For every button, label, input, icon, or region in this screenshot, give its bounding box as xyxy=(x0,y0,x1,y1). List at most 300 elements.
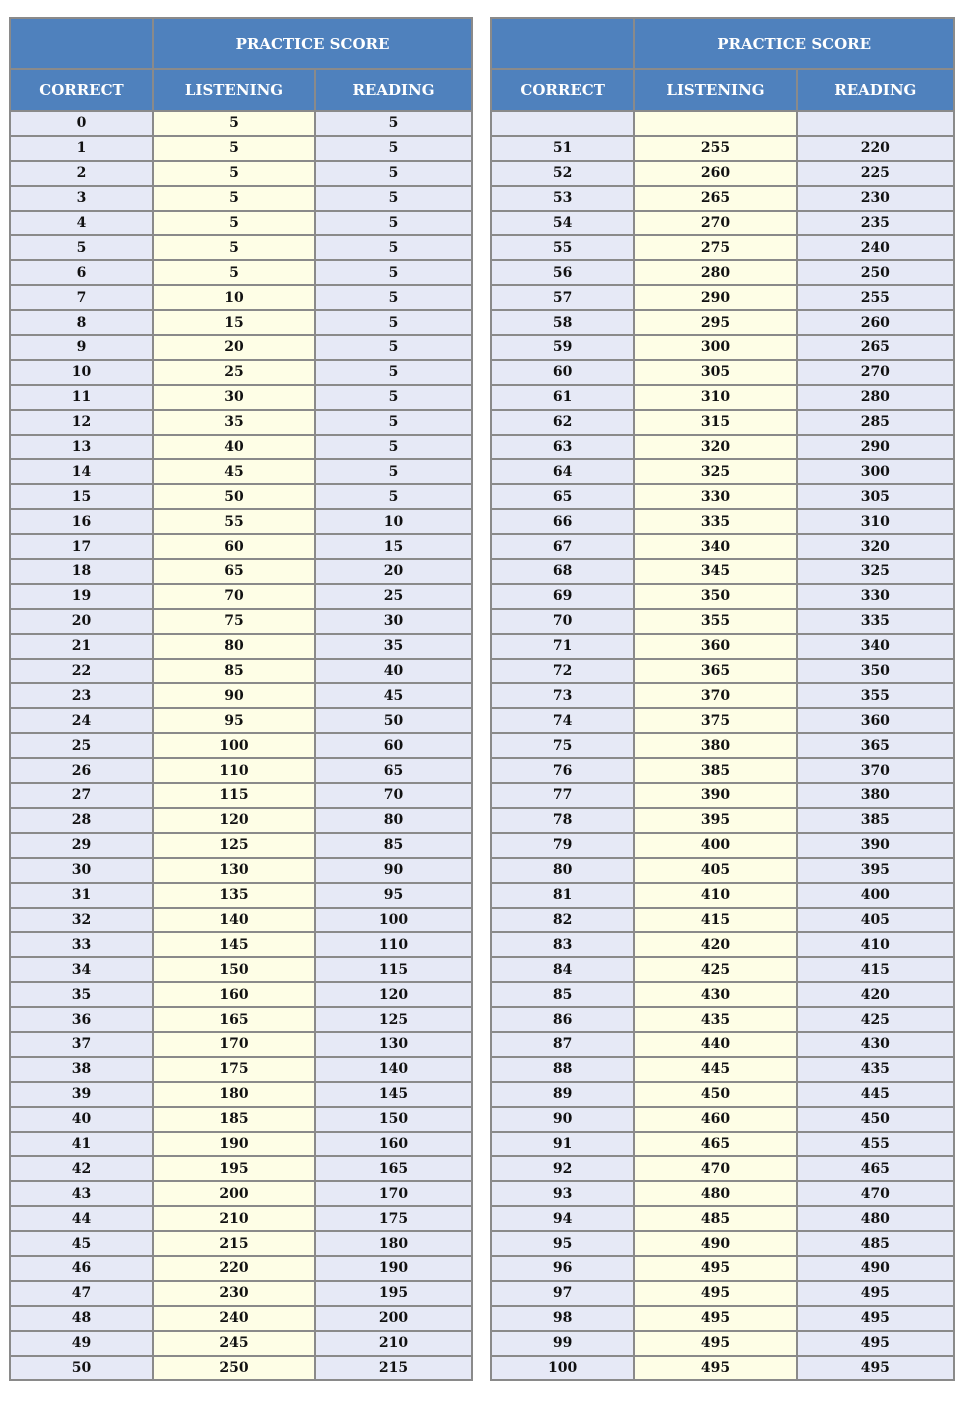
table-row xyxy=(11,1133,471,1156)
table-row xyxy=(492,809,953,832)
listening-cell: 395 xyxy=(635,809,795,832)
correct-cell: 55 xyxy=(492,236,633,259)
listening-cell: 45 xyxy=(154,460,314,483)
reading-cell: 5 xyxy=(316,162,471,185)
reading-cell: 5 xyxy=(316,236,471,259)
table-row xyxy=(492,1282,953,1305)
reading-cell: 430 xyxy=(798,1033,953,1056)
reading-cell: 125 xyxy=(316,1008,471,1031)
table-row xyxy=(492,236,953,259)
listening-cell: 5 xyxy=(154,112,314,135)
reading-cell: 180 xyxy=(316,1232,471,1255)
correct-cell: 27 xyxy=(11,784,152,807)
reading-cell: 445 xyxy=(798,1083,953,1106)
table-row xyxy=(492,759,953,782)
reading-cell: 485 xyxy=(798,1232,953,1255)
table-row xyxy=(11,112,471,135)
correct-cell: 31 xyxy=(11,884,152,907)
table-row xyxy=(11,1058,471,1081)
reading-cell: 365 xyxy=(798,734,953,757)
listening-cell: 390 xyxy=(635,784,795,807)
listening-cell: 60 xyxy=(154,535,314,558)
listening-header: LISTENING xyxy=(154,70,314,110)
reading-header: READING xyxy=(316,70,471,110)
correct-cell: 14 xyxy=(11,460,152,483)
score-table-right xyxy=(490,17,955,1381)
listening-cell: 55 xyxy=(154,510,314,533)
listening-cell: 180 xyxy=(154,1083,314,1106)
table-row xyxy=(11,261,471,284)
reading-cell: 5 xyxy=(316,212,471,235)
listening-cell: 380 xyxy=(635,734,795,757)
table-row xyxy=(492,336,953,359)
correct-cell: 58 xyxy=(492,311,633,334)
correct-cell: 88 xyxy=(492,1058,633,1081)
correct-cell: 75 xyxy=(492,734,633,757)
correct-cell: 12 xyxy=(11,411,152,434)
listening-cell: 130 xyxy=(154,859,314,882)
listening-cell: 300 xyxy=(635,336,795,359)
reading-cell: 45 xyxy=(316,684,471,707)
table-row xyxy=(11,909,471,932)
reading-cell: 240 xyxy=(798,236,953,259)
listening-cell: 470 xyxy=(635,1157,795,1180)
reading-cell: 380 xyxy=(798,784,953,807)
reading-cell: 150 xyxy=(316,1108,471,1131)
reading-cell: 310 xyxy=(798,510,953,533)
reading-cell: 110 xyxy=(316,933,471,956)
correct-cell: 41 xyxy=(11,1133,152,1156)
correct-cell: 26 xyxy=(11,759,152,782)
reading-cell: 420 xyxy=(798,983,953,1006)
correct-cell: 74 xyxy=(492,709,633,732)
table-row xyxy=(492,1332,953,1355)
correct-cell: 54 xyxy=(492,212,633,235)
correct-cell: 22 xyxy=(11,660,152,683)
correct-cell: 46 xyxy=(11,1257,152,1280)
listening-cell: 495 xyxy=(635,1357,795,1380)
listening-cell: 295 xyxy=(635,311,795,334)
reading-cell: 145 xyxy=(316,1083,471,1106)
correct-cell: 5 xyxy=(11,236,152,259)
table-row xyxy=(11,187,471,210)
table-row xyxy=(11,212,471,235)
reading-cell: 320 xyxy=(798,535,953,558)
reading-cell: 425 xyxy=(798,1008,953,1031)
listening-cell: 20 xyxy=(154,336,314,359)
correct-cell: 20 xyxy=(11,610,152,633)
listening-cell: 140 xyxy=(154,909,314,932)
table-row xyxy=(11,162,471,185)
reading-cell: 5 xyxy=(316,137,471,160)
reading-cell: 30 xyxy=(316,610,471,633)
listening-cell: 345 xyxy=(635,560,795,583)
listening-cell: 210 xyxy=(154,1207,314,1230)
reading-cell: 250 xyxy=(798,261,953,284)
table-row xyxy=(492,784,953,807)
table-row xyxy=(492,212,953,235)
table-row xyxy=(492,485,953,508)
reading-cell: 5 xyxy=(316,436,471,459)
correct-cell: 72 xyxy=(492,660,633,683)
correct-cell: 89 xyxy=(492,1083,633,1106)
correct-cell: 57 xyxy=(492,286,633,309)
correct-cell: 3 xyxy=(11,187,152,210)
listening-cell: 160 xyxy=(154,983,314,1006)
correct-cell: 77 xyxy=(492,784,633,807)
table-row xyxy=(11,1083,471,1106)
correct-cell: 53 xyxy=(492,187,633,210)
correct-cell: 38 xyxy=(11,1058,152,1081)
table-row xyxy=(11,1357,471,1380)
table-row xyxy=(11,1157,471,1180)
table-row xyxy=(11,859,471,882)
correct-cell: 64 xyxy=(492,460,633,483)
reading-cell: 355 xyxy=(798,684,953,707)
listening-cell: 480 xyxy=(635,1182,795,1205)
reading-header: READING xyxy=(798,70,953,110)
listening-cell: 175 xyxy=(154,1058,314,1081)
correct-cell: 67 xyxy=(492,535,633,558)
listening-cell: 135 xyxy=(154,884,314,907)
correct-cell: 0 xyxy=(11,112,152,135)
table-row xyxy=(11,709,471,732)
correct-cell: 7 xyxy=(11,286,152,309)
listening-cell xyxy=(635,112,795,135)
reading-cell: 5 xyxy=(316,361,471,384)
correct-cell: 29 xyxy=(11,834,152,857)
reading-cell: 415 xyxy=(798,958,953,981)
table-row xyxy=(492,1357,953,1380)
reading-cell: 480 xyxy=(798,1207,953,1230)
listening-cell: 260 xyxy=(635,162,795,185)
listening-cell: 400 xyxy=(635,834,795,857)
reading-cell: 100 xyxy=(316,909,471,932)
reading-cell: 410 xyxy=(798,933,953,956)
correct-cell: 11 xyxy=(11,386,152,409)
header-blank-cell xyxy=(11,19,152,68)
reading-cell: 280 xyxy=(798,386,953,409)
table-row xyxy=(11,137,471,160)
listening-cell: 350 xyxy=(635,585,795,608)
table-row xyxy=(492,884,953,907)
reading-cell: 5 xyxy=(316,460,471,483)
correct-cell: 36 xyxy=(11,1008,152,1031)
reading-cell: 270 xyxy=(798,361,953,384)
table-row xyxy=(11,361,471,384)
table-row xyxy=(492,535,953,558)
correct-cell: 82 xyxy=(492,909,633,932)
table-row xyxy=(11,884,471,907)
listening-cell: 190 xyxy=(154,1133,314,1156)
table-row xyxy=(11,834,471,857)
table-row xyxy=(492,187,953,210)
listening-cell: 250 xyxy=(154,1357,314,1380)
table-row xyxy=(492,1083,953,1106)
reading-cell: 285 xyxy=(798,411,953,434)
table-row xyxy=(11,759,471,782)
reading-cell: 225 xyxy=(798,162,953,185)
correct-cell: 73 xyxy=(492,684,633,707)
listening-cell: 410 xyxy=(635,884,795,907)
reading-cell: 200 xyxy=(316,1307,471,1330)
correct-cell: 16 xyxy=(11,510,152,533)
table-row xyxy=(11,1207,471,1230)
listening-cell: 495 xyxy=(635,1332,795,1355)
correct-cell: 92 xyxy=(492,1157,633,1180)
listening-cell: 95 xyxy=(154,709,314,732)
correct-cell: 1 xyxy=(11,137,152,160)
listening-cell: 120 xyxy=(154,809,314,832)
listening-cell: 305 xyxy=(635,361,795,384)
table-row xyxy=(492,311,953,334)
correct-cell: 70 xyxy=(492,610,633,633)
reading-cell: 340 xyxy=(798,635,953,658)
listening-cell: 100 xyxy=(154,734,314,757)
correct-cell: 32 xyxy=(11,909,152,932)
listening-cell: 80 xyxy=(154,635,314,658)
listening-cell: 265 xyxy=(635,187,795,210)
listening-cell: 355 xyxy=(635,610,795,633)
correct-cell: 63 xyxy=(492,436,633,459)
listening-cell: 430 xyxy=(635,983,795,1006)
table-row xyxy=(11,535,471,558)
reading-cell: 140 xyxy=(316,1058,471,1081)
correct-header: CORRECT xyxy=(492,70,633,110)
correct-cell: 95 xyxy=(492,1232,633,1255)
listening-cell: 145 xyxy=(154,933,314,956)
correct-cell: 80 xyxy=(492,859,633,882)
reading-cell: 215 xyxy=(316,1357,471,1380)
reading-cell: 160 xyxy=(316,1133,471,1156)
table-row xyxy=(11,460,471,483)
table-row xyxy=(11,1282,471,1305)
reading-cell: 330 xyxy=(798,585,953,608)
reading-cell: 370 xyxy=(798,759,953,782)
reading-cell: 235 xyxy=(798,212,953,235)
listening-cell: 340 xyxy=(635,535,795,558)
reading-cell: 85 xyxy=(316,834,471,857)
listening-cell: 495 xyxy=(635,1282,795,1305)
table-row xyxy=(492,411,953,434)
correct-cell: 66 xyxy=(492,510,633,533)
table-row xyxy=(11,933,471,956)
reading-cell: 120 xyxy=(316,983,471,1006)
listening-cell: 270 xyxy=(635,212,795,235)
table-row xyxy=(492,460,953,483)
table-row xyxy=(492,958,953,981)
correct-cell: 10 xyxy=(11,361,152,384)
listening-cell: 420 xyxy=(635,933,795,956)
reading-cell: 390 xyxy=(798,834,953,857)
reading-cell: 95 xyxy=(316,884,471,907)
table-row xyxy=(11,983,471,1006)
listening-cell: 170 xyxy=(154,1033,314,1056)
listening-cell: 370 xyxy=(635,684,795,707)
correct-cell: 9 xyxy=(11,336,152,359)
table-row xyxy=(492,1008,953,1031)
correct-cell: 49 xyxy=(11,1332,152,1355)
reading-cell: 70 xyxy=(316,784,471,807)
reading-cell: 300 xyxy=(798,460,953,483)
correct-cell: 65 xyxy=(492,485,633,508)
table-row xyxy=(11,684,471,707)
table-row xyxy=(492,261,953,284)
table-row xyxy=(492,660,953,683)
listening-cell: 5 xyxy=(154,162,314,185)
table-row xyxy=(492,436,953,459)
table-row xyxy=(492,1133,953,1156)
table-row xyxy=(11,610,471,633)
table-row xyxy=(492,386,953,409)
reading-cell: 5 xyxy=(316,187,471,210)
table-row xyxy=(492,1182,953,1205)
table-row xyxy=(11,1307,471,1330)
correct-cell: 78 xyxy=(492,809,633,832)
reading-cell: 255 xyxy=(798,286,953,309)
listening-cell: 275 xyxy=(635,236,795,259)
reading-cell: 175 xyxy=(316,1207,471,1230)
correct-cell: 33 xyxy=(11,933,152,956)
correct-cell: 25 xyxy=(11,734,152,757)
reading-cell: 435 xyxy=(798,1058,953,1081)
practice-score-header: PRACTICE SCORE xyxy=(635,19,953,68)
correct-cell: 83 xyxy=(492,933,633,956)
table-row xyxy=(492,610,953,633)
listening-cell: 5 xyxy=(154,137,314,160)
listening-cell: 125 xyxy=(154,834,314,857)
correct-cell: 96 xyxy=(492,1257,633,1280)
correct-cell: 35 xyxy=(11,983,152,1006)
reading-cell: 265 xyxy=(798,336,953,359)
correct-cell: 61 xyxy=(492,386,633,409)
reading-cell: 60 xyxy=(316,734,471,757)
listening-cell: 415 xyxy=(635,909,795,932)
correct-cell: 37 xyxy=(11,1033,152,1056)
correct-cell: 69 xyxy=(492,585,633,608)
correct-cell: 47 xyxy=(11,1282,152,1305)
reading-cell: 495 xyxy=(798,1282,953,1305)
table-row xyxy=(11,1257,471,1280)
listening-cell: 495 xyxy=(635,1307,795,1330)
correct-cell: 24 xyxy=(11,709,152,732)
correct-cell: 97 xyxy=(492,1282,633,1305)
correct-cell: 39 xyxy=(11,1083,152,1106)
table-row xyxy=(11,1033,471,1056)
reading-cell: 90 xyxy=(316,859,471,882)
correct-cell: 91 xyxy=(492,1133,633,1156)
correct-cell: 34 xyxy=(11,958,152,981)
reading-cell: 165 xyxy=(316,1157,471,1180)
listening-cell: 90 xyxy=(154,684,314,707)
correct-cell: 81 xyxy=(492,884,633,907)
correct-cell: 62 xyxy=(492,411,633,434)
reading-cell: 25 xyxy=(316,585,471,608)
listening-cell: 320 xyxy=(635,436,795,459)
listening-cell: 255 xyxy=(635,137,795,160)
table-row xyxy=(11,1108,471,1131)
header-blank-cell xyxy=(492,19,633,68)
listening-cell: 315 xyxy=(635,411,795,434)
reading-cell: 325 xyxy=(798,560,953,583)
listening-cell: 5 xyxy=(154,261,314,284)
correct-cell: 94 xyxy=(492,1207,633,1230)
score-table-left xyxy=(9,17,473,1381)
table-row xyxy=(492,1157,953,1180)
reading-cell: 15 xyxy=(316,535,471,558)
correct-cell: 71 xyxy=(492,635,633,658)
reading-cell: 385 xyxy=(798,809,953,832)
correct-cell: 99 xyxy=(492,1332,633,1355)
table-row xyxy=(492,983,953,1006)
reading-cell: 335 xyxy=(798,610,953,633)
listening-cell: 215 xyxy=(154,1232,314,1255)
reading-cell xyxy=(798,112,953,135)
table-row xyxy=(492,1232,953,1255)
correct-cell: 51 xyxy=(492,137,633,160)
correct-cell: 43 xyxy=(11,1182,152,1205)
table-row xyxy=(492,585,953,608)
listening-cell: 465 xyxy=(635,1133,795,1156)
reading-cell: 190 xyxy=(316,1257,471,1280)
listening-header: LISTENING xyxy=(635,70,795,110)
table-row xyxy=(492,859,953,882)
reading-cell: 65 xyxy=(316,759,471,782)
correct-cell: 60 xyxy=(492,361,633,384)
table-row xyxy=(492,933,953,956)
correct-cell: 15 xyxy=(11,485,152,508)
table-row xyxy=(492,734,953,757)
listening-cell: 230 xyxy=(154,1282,314,1305)
listening-cell: 15 xyxy=(154,311,314,334)
correct-cell: 21 xyxy=(11,635,152,658)
listening-cell: 70 xyxy=(154,585,314,608)
listening-cell: 185 xyxy=(154,1108,314,1131)
listening-cell: 35 xyxy=(154,411,314,434)
reading-cell: 210 xyxy=(316,1332,471,1355)
listening-cell: 195 xyxy=(154,1157,314,1180)
listening-cell: 445 xyxy=(635,1058,795,1081)
reading-cell: 220 xyxy=(798,137,953,160)
correct-cell: 84 xyxy=(492,958,633,981)
table-row xyxy=(11,311,471,334)
correct-cell: 42 xyxy=(11,1157,152,1180)
correct-cell: 40 xyxy=(11,1108,152,1131)
table-row xyxy=(11,660,471,683)
table-row xyxy=(492,137,953,160)
correct-cell: 13 xyxy=(11,436,152,459)
reading-cell: 495 xyxy=(798,1357,953,1380)
listening-cell: 310 xyxy=(635,386,795,409)
listening-cell: 50 xyxy=(154,485,314,508)
listening-cell: 330 xyxy=(635,485,795,508)
correct-cell: 48 xyxy=(11,1307,152,1330)
reading-cell: 35 xyxy=(316,635,471,658)
table-row xyxy=(11,1232,471,1255)
reading-cell: 360 xyxy=(798,709,953,732)
table-row xyxy=(492,684,953,707)
reading-cell: 5 xyxy=(316,336,471,359)
listening-cell: 405 xyxy=(635,859,795,882)
reading-cell: 5 xyxy=(316,261,471,284)
correct-cell: 86 xyxy=(492,1008,633,1031)
reading-cell: 260 xyxy=(798,311,953,334)
table-row xyxy=(11,386,471,409)
table-row xyxy=(11,236,471,259)
correct-cell: 30 xyxy=(11,859,152,882)
table-row xyxy=(11,784,471,807)
correct-cell xyxy=(492,112,633,135)
